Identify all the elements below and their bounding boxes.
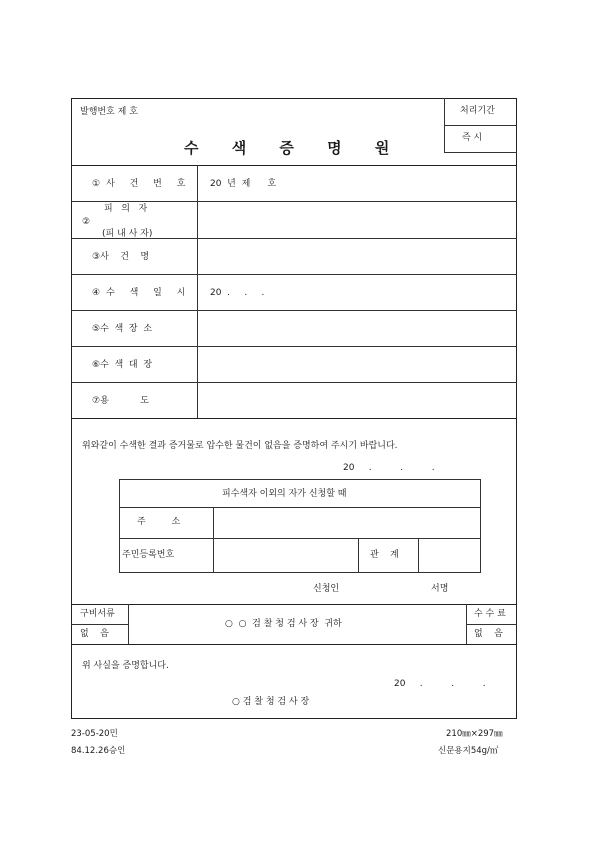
certification-statement: 위 사실을 증명합니다. xyxy=(82,661,169,671)
fee-left-line xyxy=(466,604,467,644)
suspect-sublabel: (피 내 사 자) xyxy=(102,229,153,239)
bottom-row-top-line xyxy=(71,604,517,605)
relation-label: 관 계 xyxy=(370,550,399,560)
third-party-heading: 피수색자 이외의 자가 신청할 때 xyxy=(222,489,347,499)
purpose-label: ⑦용 도 xyxy=(92,396,149,406)
resident-id-label: 주민등록번호 xyxy=(122,550,175,560)
search-datetime-label: ④수 색 일 시 xyxy=(92,288,192,298)
fee-value: 없 음 xyxy=(474,629,503,639)
search-location-label: ⑤수 색 장 소 xyxy=(92,324,153,334)
sign-label: 서명 xyxy=(431,584,449,594)
third-party-label-divider xyxy=(213,507,214,573)
bottom-row-bottom-line xyxy=(71,644,517,645)
documents-right-line xyxy=(128,604,129,644)
fields-bottom-line xyxy=(71,418,517,419)
applicant-label: 신청인 xyxy=(313,584,340,594)
documents-divider xyxy=(71,624,128,625)
row-line-6 xyxy=(71,382,517,383)
certification-date: 20 . . . xyxy=(394,679,486,689)
fields-column-divider xyxy=(197,165,198,418)
row-line-1 xyxy=(71,201,517,202)
request-statement: 위와같이 수색한 결과 증거물로 압수한 물건이 없음을 증명하여 주시기 바랍니다. xyxy=(82,441,398,451)
fee-divider xyxy=(466,624,517,625)
search-leader-label: ⑥수 색 대 장 xyxy=(92,360,153,370)
paper-type: 신문용지54g/㎡ xyxy=(438,746,499,756)
fee-label: 수 수 료 xyxy=(474,609,506,619)
request-date: 20 . . . xyxy=(343,463,435,473)
suspect-circle-number: ② xyxy=(82,217,91,227)
third-party-row-line xyxy=(119,538,481,539)
address-label: 주 소 xyxy=(137,517,181,527)
certification-issuer: ○ 검 찰 청 검 사 장 xyxy=(232,697,310,707)
third-party-heading-line xyxy=(119,507,481,508)
processing-period-bottom xyxy=(444,152,517,153)
relation-right-divider xyxy=(418,538,419,573)
row-line-3 xyxy=(71,274,517,275)
header-bottom-line xyxy=(71,165,517,166)
case-number-label: ①사 건 번 호 xyxy=(92,179,192,189)
suspect-label: 피 의 자 xyxy=(104,204,148,214)
case-number-value: 20 년 제 호 xyxy=(210,179,277,189)
documents-label: 구비서류 xyxy=(80,609,115,619)
documents-value: 없 음 xyxy=(80,629,109,639)
processing-period-divider xyxy=(444,125,517,126)
search-datetime-value: 20 . . . xyxy=(210,288,265,298)
processing-period-value: 즉 시 xyxy=(462,133,483,143)
case-name-label: ③사 건 명 xyxy=(92,252,150,262)
form-code: 23-05-20민 xyxy=(71,729,118,739)
row-line-5 xyxy=(71,346,517,347)
page-title: 수 색 증 명 원 xyxy=(184,139,404,157)
addressee: ○ ○ 검 찰 청 검 사 장 귀하 xyxy=(225,619,342,629)
paper-size: 210㎜×297㎜ xyxy=(446,729,503,739)
issue-number: 발행번호 제 호 xyxy=(80,107,138,117)
relation-left-divider xyxy=(358,538,359,573)
row-line-4 xyxy=(71,310,517,311)
approval-date: 84.12.26승인 xyxy=(71,746,126,756)
processing-period-label: 처리기간 xyxy=(460,106,495,116)
